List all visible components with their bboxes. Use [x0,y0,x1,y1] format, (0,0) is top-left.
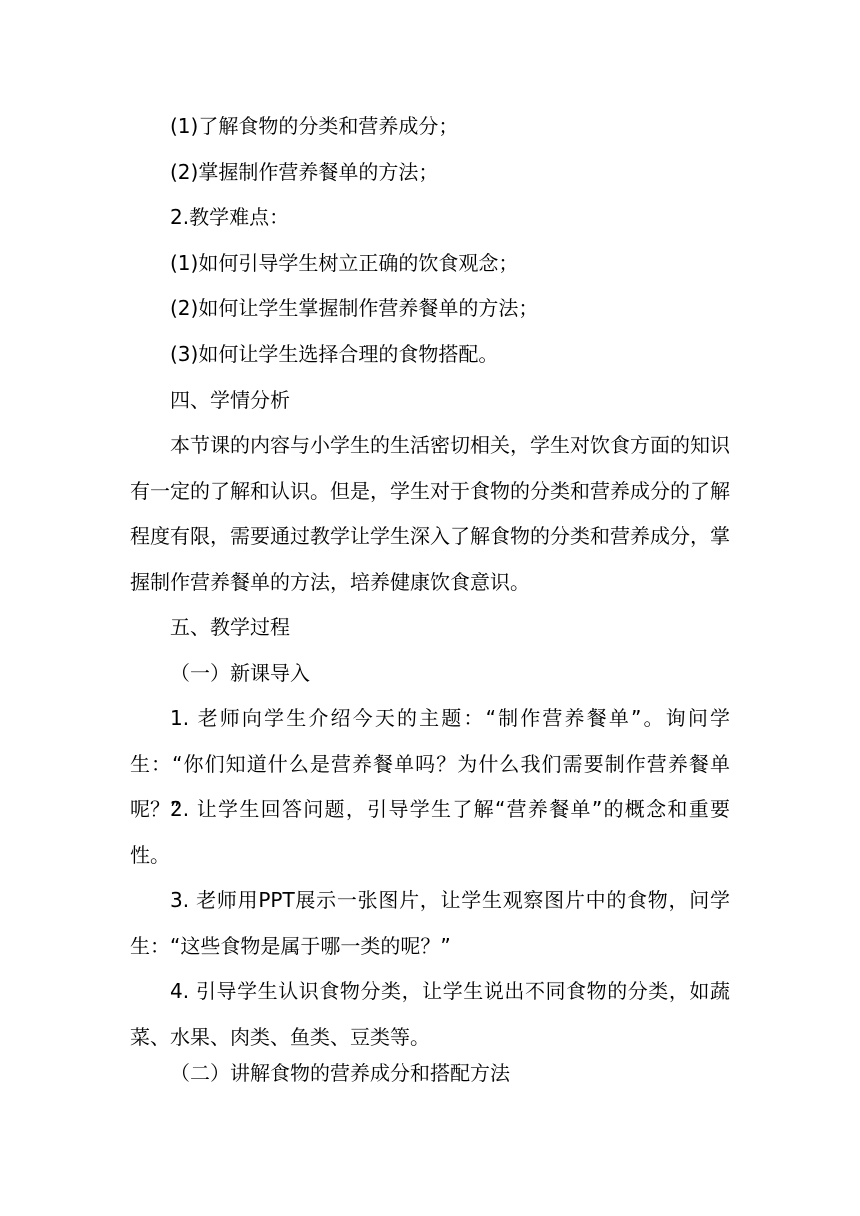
subsection-heading-2: （二）讲解食物的营养成分和搭配方法 [170,1061,510,1085]
process-step-2: 2. 让学生回答问题，引导学生了解“营养餐单”的概念和重要性。 [130,797,730,867]
section-heading-5: 五、教学过程 [170,615,290,639]
difficulty-item-1: (1)如何引导学生树立正确的饮食观念； [170,251,519,275]
objective-item-1: (1)了解食物的分类和营养成分； [170,114,459,138]
difficulty-item-2: (2)如何让学生掌握制作营养餐单的方法； [170,296,539,320]
section-heading-4: 四、学情分析 [170,388,290,412]
process-step-3: 3. 老师用PPT展示一张图片，让学生观察图片中的食物，问学生：“这些食物是属于哪一类的呢？” [130,888,730,958]
learner-analysis-paragraph: 本节课的内容与小学生的生活密切相关，学生对饮食方面的知识有一定的了解和认识。但是，学生对于食物的分类和营养成分的了解程度有限，需要通过教学让学生深入了解食物的分类和营养成分，掌握制作营养餐单的方法，培养健康饮食意识。 [130,433,730,594]
objective-item-2: (2)掌握制作营养餐单的方法； [170,160,439,184]
difficulty-item-3: (3)如何让学生选择合理的食物搭配。 [170,342,499,366]
process-step-1: 1. 老师向学生介绍今天的主题：“制作营养餐单”。询问学生：“你们知道什么是营养餐单吗？为什么我们需要制作营养餐单呢？” [130,706,730,822]
process-step-4: 4. 引导学生认识食物分类，让学生说出不同食物的分类，如蔬菜、水果、肉类、鱼类、豆类等。 [130,979,730,1049]
subsection-heading-1: （一）新课导入 [170,661,310,685]
difficulty-heading: 2.教学难点： [170,205,290,229]
